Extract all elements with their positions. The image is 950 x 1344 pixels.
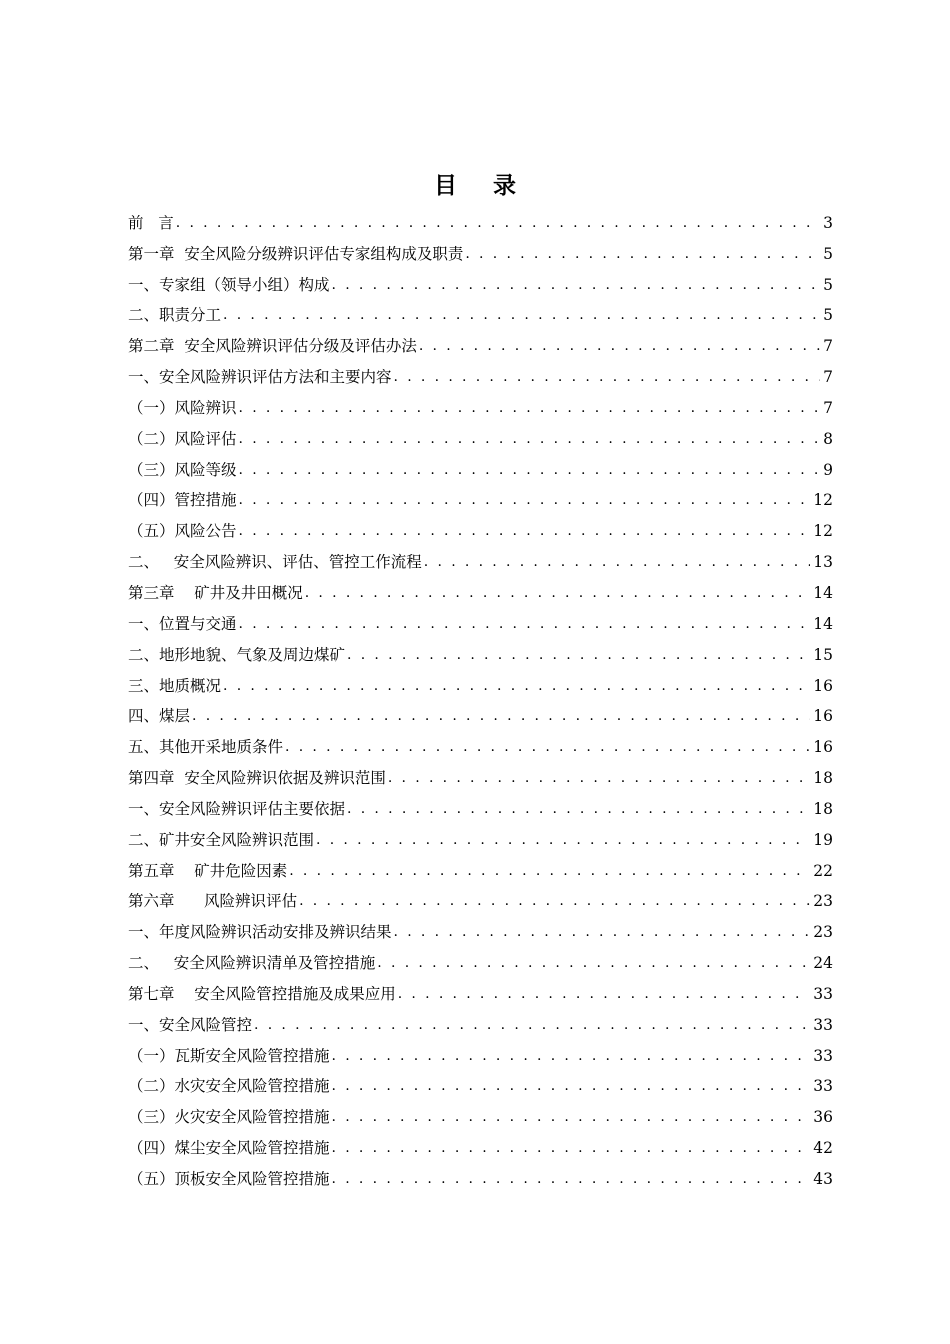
toc-entry-label: 第一章 安全风险分级辨识评估专家组构成及职责 xyxy=(128,244,464,263)
toc-dot-leader xyxy=(330,1138,811,1158)
toc-entry-page-number: 33 xyxy=(813,1077,833,1096)
toc-entry-label: （二）水灾安全风险管控措施 xyxy=(128,1077,330,1096)
toc-entry[interactable] xyxy=(128,603,833,634)
toc-entry[interactable] xyxy=(128,572,833,603)
toc-entry-page-number: 5 xyxy=(823,275,833,294)
toc-entry[interactable] xyxy=(128,202,833,233)
toc-dot-leader xyxy=(297,891,810,911)
toc-dot-leader xyxy=(237,460,821,480)
toc-entry-page-number: 5 xyxy=(823,244,833,263)
toc-entry-page-number: 12 xyxy=(813,522,833,541)
toc-entry-label: 前 言 xyxy=(128,213,174,232)
toc-entry-label: 第七章 安全风险管控措施及成果应用 xyxy=(128,984,396,1003)
toc-entry-label: 一、位置与交通 xyxy=(128,614,237,633)
toc-entry-label: （一）风险辨识 xyxy=(128,398,237,417)
toc-entry-page-number: 5 xyxy=(823,306,833,325)
toc-entry[interactable] xyxy=(128,1096,833,1127)
toc-dot-leader xyxy=(345,799,810,819)
toc-dot-leader xyxy=(237,614,811,634)
toc-dot-leader xyxy=(375,953,810,973)
toc-entry-label: （四）管控措施 xyxy=(128,491,237,510)
toc-entry[interactable] xyxy=(128,757,833,788)
toc-entry-label: （五）风险公告 xyxy=(128,522,237,541)
toc-entry-label: （一）瓦斯安全风险管控措施 xyxy=(128,1046,330,1065)
toc-dot-leader xyxy=(396,984,811,1004)
toc-entry-label: 一、专家组（领导小组）构成 xyxy=(128,275,330,294)
toc-dot-leader xyxy=(283,737,810,757)
toc-entry-page-number: 14 xyxy=(813,614,833,633)
toc-entry-label: （二）风险评估 xyxy=(128,429,237,448)
toc-entry-page-number: 23 xyxy=(813,892,833,911)
toc-entry[interactable] xyxy=(128,264,833,295)
toc-entry[interactable] xyxy=(128,480,833,511)
toc-entry-label: 第三章 矿井及井田概况 xyxy=(128,583,303,602)
toc-dot-leader xyxy=(330,275,821,295)
toc-entry[interactable] xyxy=(128,788,833,819)
toc-entry-label: （五）顶板安全风险管控措施 xyxy=(128,1170,330,1188)
toc-entry[interactable] xyxy=(128,726,833,757)
toc-dot-leader xyxy=(463,244,820,264)
toc-entry-label: 第六章 风险辨识评估 xyxy=(128,892,298,911)
toc-dot-leader xyxy=(417,336,820,356)
toc-entry[interactable] xyxy=(128,665,833,696)
toc-dot-leader xyxy=(237,429,821,449)
toc-list xyxy=(128,202,833,1189)
toc-entry-page-number: 8 xyxy=(823,429,833,448)
toc-entry-page-number: 23 xyxy=(813,923,833,942)
toc-dot-leader xyxy=(330,1076,811,1096)
toc-entry-page-number: 19 xyxy=(813,830,833,849)
toc-entry-page-number: 7 xyxy=(823,368,833,387)
toc-entry[interactable] xyxy=(128,1035,833,1066)
toc-entry[interactable] xyxy=(128,973,833,1004)
toc-dot-leader xyxy=(392,922,811,942)
toc-dot-leader xyxy=(221,676,810,696)
toc-dot-leader xyxy=(345,645,810,665)
toc-entry[interactable] xyxy=(128,696,833,727)
toc-entry-page-number: 33 xyxy=(813,984,833,1003)
toc-dot-leader xyxy=(287,861,810,881)
toc-dot-leader xyxy=(330,1107,811,1127)
toc-entry-page-number: 18 xyxy=(813,769,833,788)
toc-entry[interactable] xyxy=(128,449,833,480)
toc-entry-page-number: 16 xyxy=(813,676,833,695)
toc-entry-page-number: 42 xyxy=(813,1139,833,1158)
toc-dot-leader xyxy=(237,398,821,418)
toc-entry[interactable] xyxy=(128,1158,833,1189)
toc-entry[interactable] xyxy=(128,942,833,973)
toc-entry[interactable] xyxy=(128,850,833,881)
toc-dot-leader xyxy=(314,830,810,850)
toc-entry-page-number: 24 xyxy=(813,954,833,973)
toc-entry-page-number: 22 xyxy=(813,861,833,880)
toc-entry[interactable] xyxy=(128,418,833,449)
toc-dot-leader xyxy=(174,213,820,233)
toc-entry-label: 五、其他开采地质条件 xyxy=(128,738,284,757)
toc-dot-leader xyxy=(392,367,821,387)
toc-entry-page-number: 16 xyxy=(813,707,833,726)
toc-entry-page-number: 33 xyxy=(813,1046,833,1065)
toc-entry-label: 二、矿井安全风险辨识范围 xyxy=(128,830,315,849)
toc-entry[interactable] xyxy=(128,1004,833,1035)
toc-dot-leader xyxy=(237,490,811,510)
toc-entry-label: 四、煤层 xyxy=(128,707,191,726)
toc-entry[interactable] xyxy=(128,881,833,912)
toc-dot-leader xyxy=(237,521,811,541)
toc-entry-label: 二、地形地貌、气象及周边煤矿 xyxy=(128,645,346,664)
toc-dot-leader xyxy=(221,305,820,325)
toc-entry-page-number: 15 xyxy=(813,645,833,664)
toc-entry[interactable] xyxy=(128,233,833,264)
toc-entry-label: （三）风险等级 xyxy=(128,460,237,479)
toc-entry-label: 一、安全风险辨识评估主要依据 xyxy=(128,799,346,818)
toc-entry[interactable] xyxy=(128,510,833,541)
toc-entry[interactable] xyxy=(128,356,833,387)
toc-entry-label: 二、职责分工 xyxy=(128,306,222,325)
toc-entry-label: （四）煤尘安全风险管控措施 xyxy=(128,1139,330,1158)
toc-entry[interactable] xyxy=(128,819,833,850)
toc-entry[interactable] xyxy=(128,1127,833,1158)
toc-dot-leader xyxy=(252,1015,810,1035)
toc-entry-label: 一、安全风险管控 xyxy=(128,1015,253,1034)
toc-entry-page-number: 12 xyxy=(813,491,833,510)
toc-entry-page-number: 18 xyxy=(813,799,833,818)
toc-entry-page-number: 7 xyxy=(823,398,833,417)
toc-entry-label: 第四章 安全风险辨识依据及辨识范围 xyxy=(128,769,386,788)
toc-entry[interactable] xyxy=(128,634,833,665)
toc-entry[interactable] xyxy=(128,911,833,942)
toc-entry[interactable] xyxy=(128,295,833,326)
toc-entry-label: （三）火灾安全风险管控措施 xyxy=(128,1108,330,1127)
toc-title: 目 录 xyxy=(433,172,530,199)
toc-entry-label: 一、安全风险辨识评估方法和主要内容 xyxy=(128,368,392,387)
toc-entry-label: 二、 安全风险辨识、评估、管控工作流程 xyxy=(128,553,422,572)
toc-entry[interactable] xyxy=(128,387,833,418)
toc-entry-label: 一、年度风险辨识活动安排及辨识结果 xyxy=(128,923,392,942)
toc-dot-leader xyxy=(190,706,810,726)
toc-entry-page-number: 7 xyxy=(823,337,833,356)
toc-entry[interactable] xyxy=(128,1066,833,1097)
toc-dot-leader xyxy=(330,1169,811,1189)
toc-entry[interactable] xyxy=(128,541,833,572)
toc-entry-page-number: 13 xyxy=(813,553,833,572)
toc-entry-label: 第二章 安全风险辨识评估分级及评估办法 xyxy=(128,337,417,356)
toc-entry[interactable] xyxy=(128,325,833,356)
toc-entry-page-number: 36 xyxy=(813,1108,833,1127)
toc-entry-page-number: 33 xyxy=(813,1015,833,1034)
toc-dot-leader xyxy=(386,768,810,788)
toc-entry-label: 二、 安全风险辨识清单及管控措施 xyxy=(128,954,376,973)
toc-dot-leader xyxy=(303,583,811,603)
toc-entry-label: 第五章 矿井危险因素 xyxy=(128,861,288,880)
toc-entry-page-number: 9 xyxy=(823,460,833,479)
toc-entry-label: 三、地质概况 xyxy=(128,676,222,695)
toc-dot-leader xyxy=(422,552,810,572)
toc-entry-page-number: 43 xyxy=(813,1170,833,1188)
toc-entry-page-number: 16 xyxy=(813,738,833,757)
toc-entry-page-number: 3 xyxy=(823,213,833,232)
toc-dot-leader xyxy=(330,1046,811,1066)
toc-entry-page-number: 14 xyxy=(813,583,833,602)
